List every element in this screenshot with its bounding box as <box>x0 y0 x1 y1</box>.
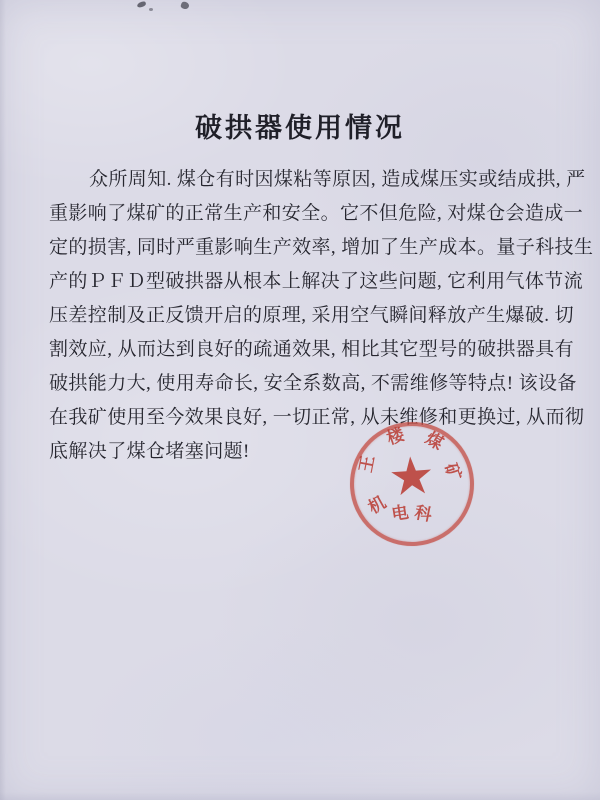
ink-smudge <box>136 1 146 9</box>
ink-smudge <box>149 8 153 11</box>
body-line: 压差控制及正反馈开启的原理, 采用空气瞬间释放产生爆破. 切 <box>49 305 575 326</box>
stamp-char: 电 <box>390 502 410 525</box>
document-title: 破拱器使用情况 <box>195 113 405 143</box>
stamp-char: 王 <box>356 453 378 475</box>
stamp-char: 煤 <box>422 428 447 454</box>
body-line: 重影响了煤矿的正常生产和安全。它不但危险, 对煤仓会造成一 <box>49 203 584 224</box>
stamp-char: 矿 <box>440 460 465 484</box>
body-line: 产的ＰＦＤ型破拱器从根本上解决了这些问题, 它利用气体节流 <box>49 271 584 292</box>
body-line: 定的损害, 同时严重影响生产效率, 增加了生产成本。量子科技生 <box>49 237 594 258</box>
body-line: 底解决了煤仓堵塞问题! <box>49 441 250 462</box>
body-line: 割效应, 从而达到良好的疏通效果, 相比其它型号的破拱器具有 <box>49 339 575 360</box>
ink-smudge <box>180 1 190 10</box>
document-body <box>49 163 594 469</box>
body-line: 众所周知. 煤仓有时因煤粘等原因, 造成煤压实或结成拱, 严 <box>89 169 586 190</box>
stamp-char: 楼 <box>384 424 407 449</box>
stamp-char: 机 <box>365 492 390 518</box>
body-line: 在我矿使用至今效果良好, 一切正常, 从未维修和更换过, 从而彻 <box>49 407 585 428</box>
stamp-char: 科 <box>413 502 434 525</box>
body-line: 破拱能力大, 使用寿命长, 安全系数高, 不需维修等特点! 该设备 <box>49 373 577 394</box>
star-icon: ★ <box>386 445 437 509</box>
